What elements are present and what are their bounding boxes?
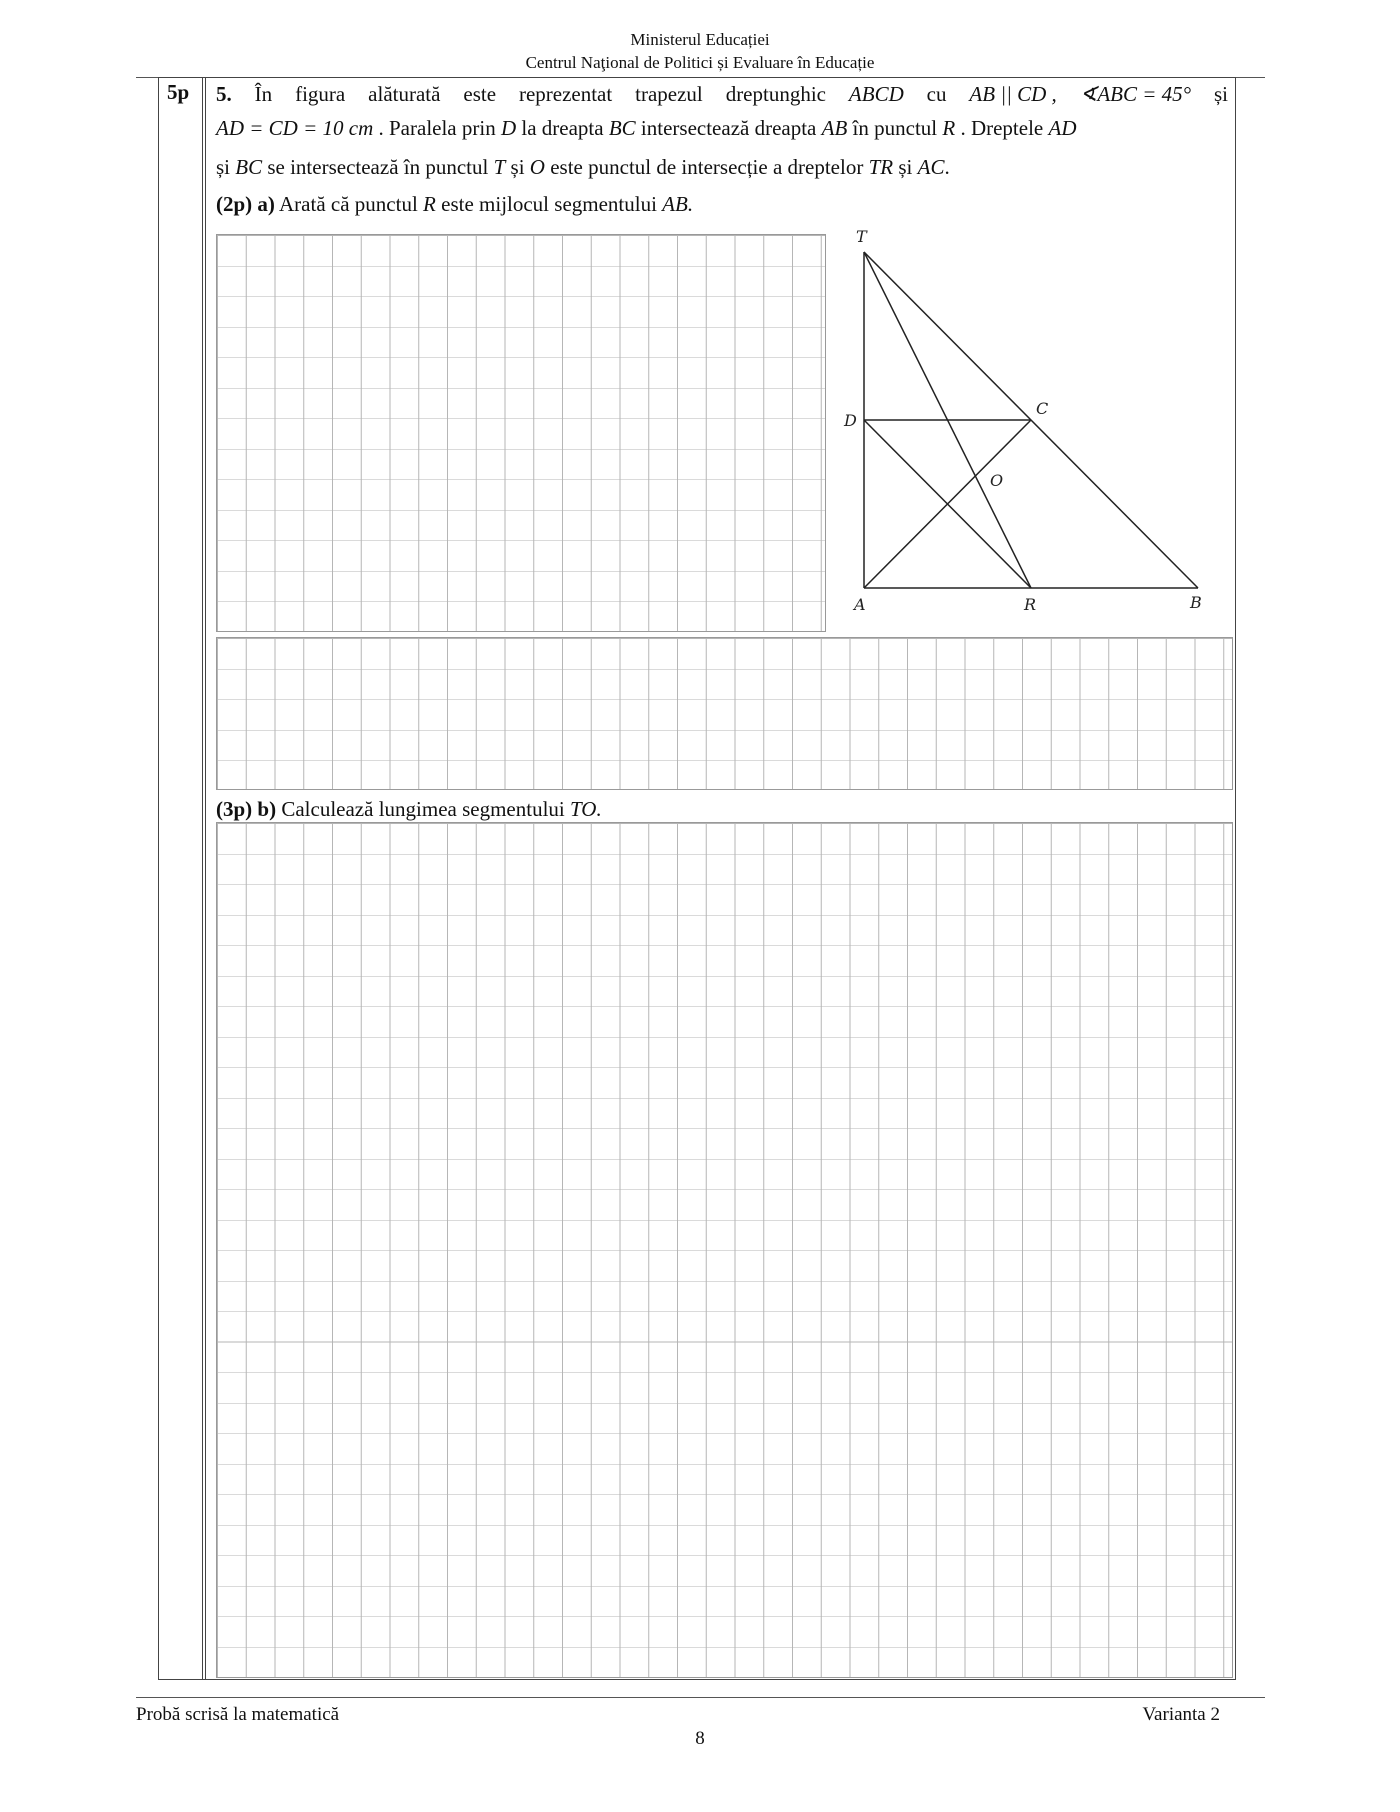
item-number: 5. (216, 82, 232, 106)
statement-word: este (463, 82, 497, 106)
var-ab: AB (821, 116, 848, 140)
statement-word: cu (926, 82, 947, 106)
var-to: TO. (570, 797, 602, 821)
label-c: C (1036, 399, 1049, 418)
part-a-points: (2p) a) (216, 192, 275, 216)
statement-word: dreptunghic (725, 82, 826, 106)
text: . Paralela prin (378, 116, 496, 140)
text: și (216, 155, 231, 179)
statement-word: ∢ABC = 45° (1079, 82, 1192, 106)
header-center: Centrul Naţional de Politici și Evaluare în Educație (525, 53, 875, 72)
text: se intersectează în punctul (267, 155, 489, 179)
var-bc: BC (235, 155, 263, 179)
label-r: R (1024, 595, 1037, 614)
points-column-divider (202, 77, 203, 1680)
text: și (898, 155, 913, 179)
trapezoid-figure (840, 222, 1240, 622)
label-t: T (856, 227, 867, 246)
var-ab: AB. (662, 192, 694, 216)
item-points: 5p (167, 80, 190, 104)
statement-line-1 (216, 82, 1228, 107)
answer-grid-a-continued[interactable] (216, 637, 1233, 790)
footer-rule (136, 1697, 1265, 1698)
text: și (510, 155, 525, 179)
var-o: O (529, 155, 545, 179)
var-ad: AD (1048, 116, 1077, 140)
statement-word: alăturată (368, 82, 441, 106)
statement-word: În (254, 82, 273, 106)
label-o: O (990, 471, 1004, 490)
eq-ad-cd: AD = CD = 10 cm (216, 116, 374, 140)
header-ministry: Ministerul Educației (630, 30, 770, 49)
text: . (944, 155, 950, 179)
var-t: T (493, 155, 506, 179)
footer-variant: Varianta 2 (1142, 1704, 1220, 1725)
answer-grid-b[interactable] (216, 822, 1233, 1678)
label-b: B (1190, 593, 1202, 612)
text: . Dreptele (960, 116, 1044, 140)
statement-word: reprezentat (518, 82, 613, 106)
answer-grid-a[interactable] (216, 234, 826, 632)
statement-word: și (1213, 82, 1228, 106)
text: este punctul de intersecție a dreptelor (550, 155, 864, 179)
text: Arată că punctul (279, 192, 418, 216)
statement-line-3 (216, 155, 950, 180)
var-bc: BC (608, 116, 636, 140)
statement-line-2 (216, 116, 1077, 141)
statement-word: AB || CD , (969, 82, 1057, 106)
var-tr: TR (868, 155, 894, 179)
statement-word: figura (295, 82, 346, 106)
part-a-prompt (216, 192, 693, 217)
page-number: 8 (695, 1728, 705, 1749)
var-r: R (423, 192, 436, 216)
var-ac: AC (917, 155, 945, 179)
label-d: D (844, 411, 857, 430)
label-a: A (854, 595, 866, 614)
footer-exam-name: Probă scrisă la matematică (136, 1704, 340, 1725)
text: la dreapta (521, 116, 604, 140)
statement-word: trapezul (635, 82, 703, 106)
var-r: R (942, 116, 956, 140)
part-b-points: (3p) b) (216, 797, 277, 821)
text: în punctul (852, 116, 938, 140)
var-d: D (500, 116, 517, 140)
text: intersectează dreapta (640, 116, 817, 140)
part-b-prompt (216, 797, 602, 822)
text: este mijlocul segmentului (441, 192, 657, 216)
statement-word: ABCD (848, 82, 904, 106)
text: Calculează lungimea segmentului (281, 797, 565, 821)
points-column-divider-inner (205, 77, 206, 1680)
